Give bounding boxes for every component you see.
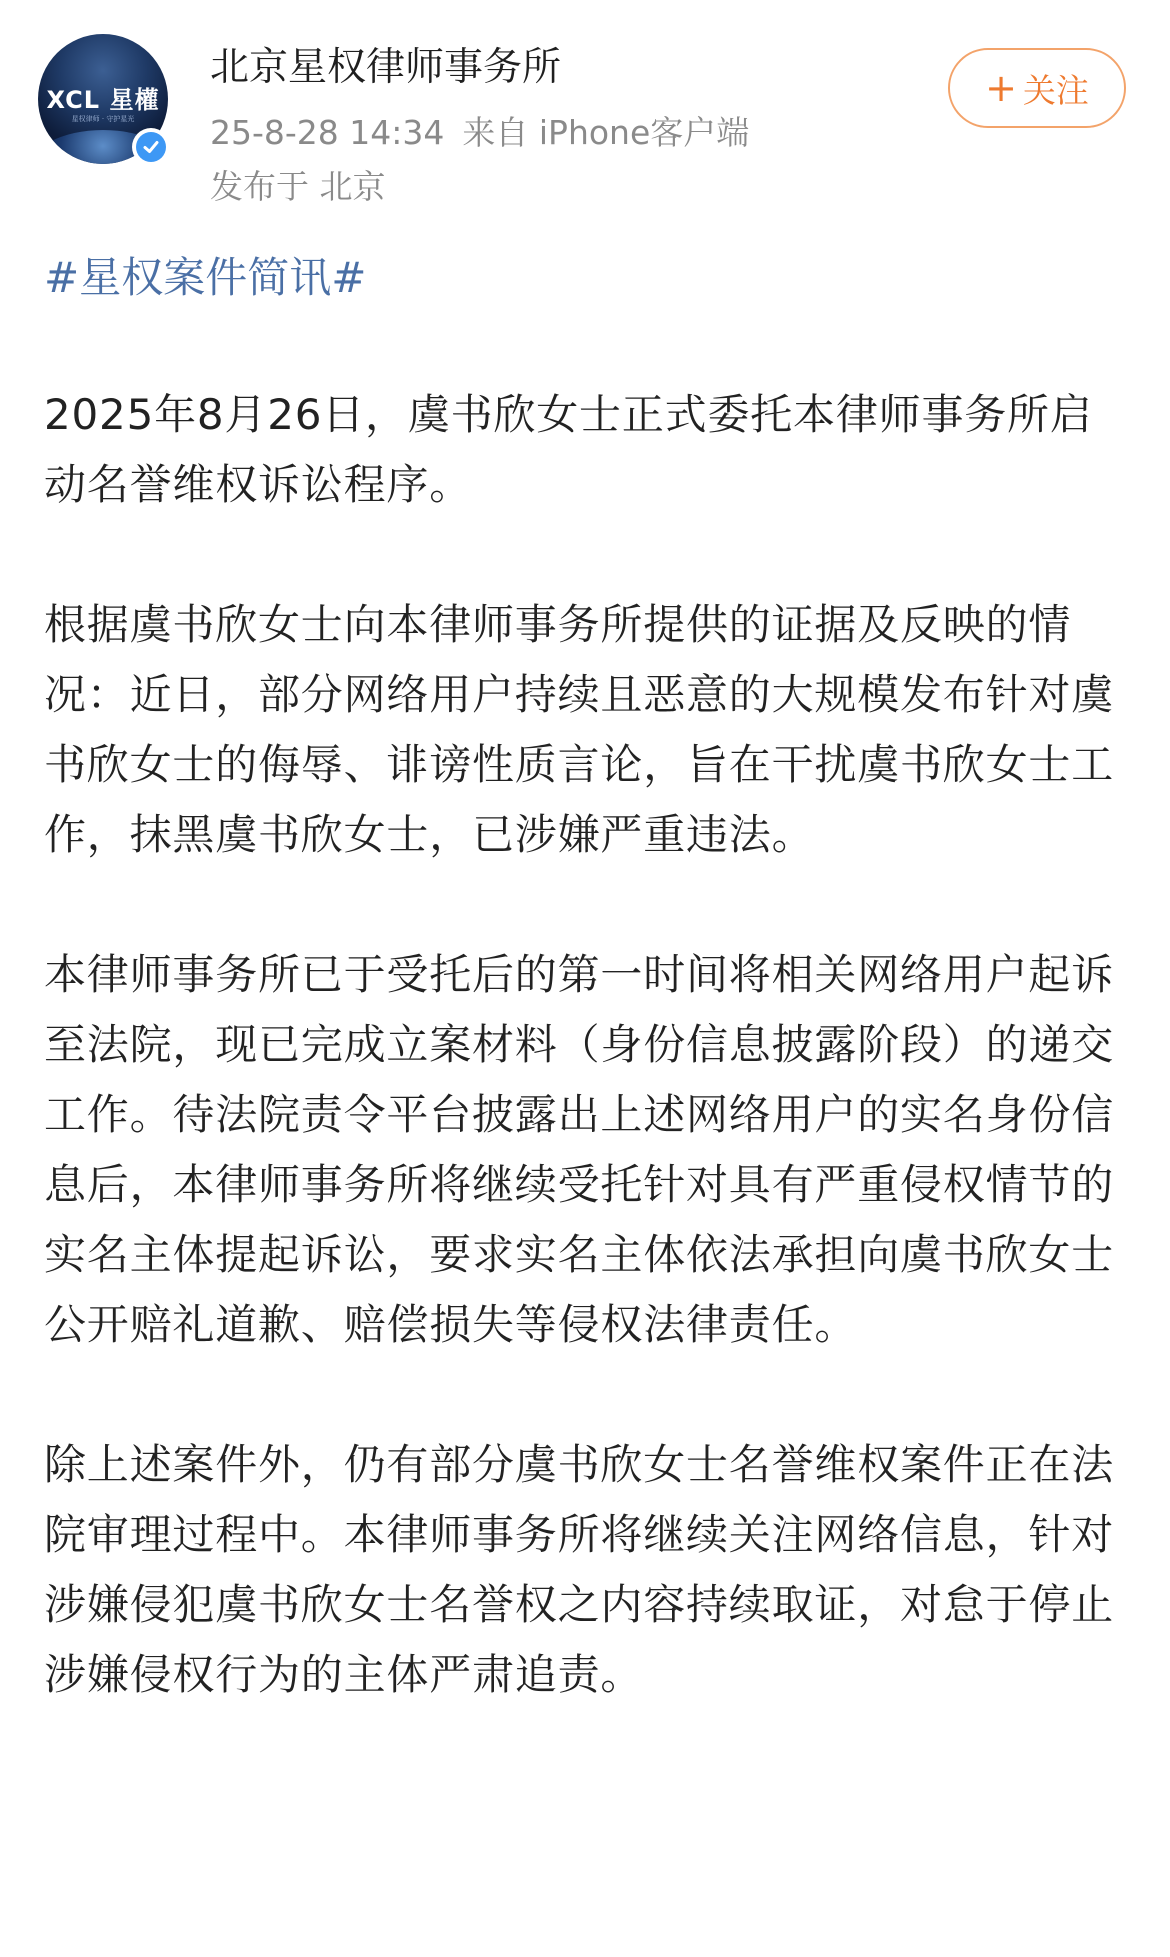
post-paragraph: 除上述案件外，仍有部分虞书欣女士名誉维权案件正在法院审理过程中。本律师事务所将继续关注网络信息，针对涉嫌侵犯虞书欣女士名誉权之内容持续取证，对怠于停止涉嫌侵权行为的主体严肃追责。: [44, 1440, 1115, 1699]
post-meta: [210, 110, 749, 156]
account-name[interactable]: 北京星权律师事务所: [210, 45, 562, 90]
post-source: 来自 iPhone客户端: [462, 113, 750, 152]
verified-check-icon: [132, 128, 170, 166]
post-paragraph: 本律师事务所已于受托后的第一时间将相关网络用户起诉至法院，现已完成立案材料（身份信息披露阶段）的递交工作。待法院责令平台披露出上述网络用户的实名身份信息后，本律师事务所将继续受托针对具有严重侵权情节的实名主体提起诉讼，要求实名主体依法承担向虞书欣女士公开赔礼道歉、赔偿损失等侵权法律责任。: [44, 950, 1115, 1349]
avatar-slogan: 星权律师 · 守护星光: [71, 115, 135, 123]
post-paragraph: 根据虞书欣女士向本律师事务所提供的证据及反映的情况：近日，部分网络用户持续且恶意的大规模发布针对虞书欣女士的侮辱、诽谤性质言论，旨在干扰虞书欣女士工作，抹黑虞书欣女士，已涉嫌严重违法。: [44, 600, 1115, 859]
post-content: [44, 380, 1129, 1780]
post-paragraph: 2025年8月26日，虞书欣女士正式委托本律师事务所启动名誉维权诉讼程序。: [44, 390, 1093, 509]
follow-button-label: 关注: [1022, 70, 1089, 110]
plus-icon: +: [985, 66, 1017, 110]
avatar-logo: XCL 星權: [46, 86, 160, 114]
hashtag-link[interactable]: #星权案件简讯#: [44, 253, 367, 302]
post-location: 发布于 北京: [210, 167, 386, 206]
avatar[interactable]: [38, 34, 168, 164]
post-timestamp: 25-8-28 14:34: [210, 113, 445, 152]
follow-button[interactable]: [948, 48, 1126, 128]
